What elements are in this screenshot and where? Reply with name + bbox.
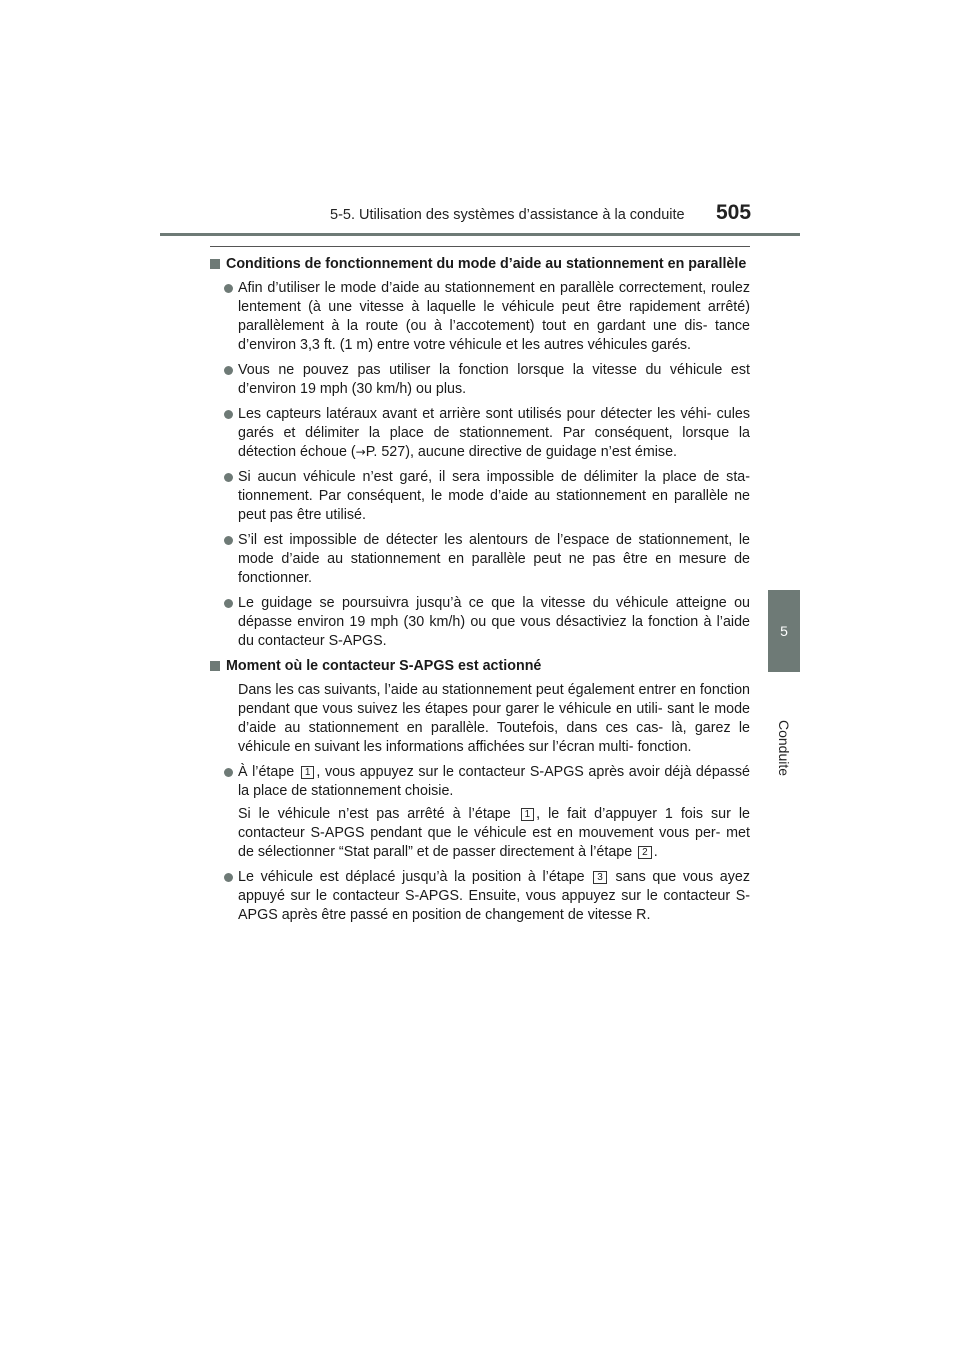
page-body: [210, 255, 750, 931]
step-number-badge: 2: [638, 846, 652, 859]
section-divider: [210, 246, 750, 247]
list-item: [210, 405, 750, 462]
page-number: 505: [716, 201, 752, 224]
note-text: Si le véhicule n’est pas arrêté à l’étape: [238, 806, 511, 822]
list-item-text: Afin d’utiliser le mode d’aide au stationnement en parallèle correctement, roulez lentement (à une vitesse à laquelle le véhicule peut être rapidement arrêté) parallèlement à la route (ou à l’accotement) tout en gardant une dis- tance d’environ 3,3 ft. (1 m) entre votre véhicule et les autres véhicules garés.: [238, 280, 750, 353]
round-bullet-icon: [224, 768, 233, 777]
section-title: 5-5. Utilisation des systèmes d’assistance à la conduite: [330, 207, 685, 223]
list-item: [210, 763, 750, 801]
list-item-text: sans que vous ayez appuyé sur le contacteur S-APGS. Ensuite, vous appuyez sur le contacteur S-APGS après être passé en position de changement de vitesse R.: [238, 869, 750, 923]
chapter-tab-label: [767, 708, 801, 788]
round-bullet-icon: [224, 410, 233, 419]
note-text: .: [653, 844, 658, 860]
list-item-text: Vous ne pouvez pas utiliser la fonction lorsque la vitesse du véhicule est d’environ 19 mph (30 km/h) ou plus.: [238, 362, 750, 397]
round-bullet-icon: [224, 536, 233, 545]
chapter-tab-number: 5: [768, 590, 800, 672]
list-item: [210, 361, 750, 399]
list-item: [210, 531, 750, 588]
heading-text: Conditions de fonctionnement du mode d’aide au stationnement en parallèle: [226, 256, 747, 272]
header-rule: [160, 233, 800, 236]
section-heading-conditions: [210, 255, 750, 274]
square-bullet-icon: [210, 259, 220, 269]
list-item-text: À l’étape: [238, 764, 295, 780]
list-item-text: Si aucun véhicule n’est garé, il sera impossible de délimiter la place de sta- tionnement. Par conséquent, le mode d’aide au stationnement en parallèle ne peut pas être utilisé.: [238, 469, 750, 523]
note-text: , le fait d’appuyer 1 fois sur le contacteur S-APGS pendant que le véhicule est en mouvement vous per- met de sélectionner “Stat parall” et de passer directement à l’étape: [238, 806, 750, 860]
round-bullet-icon: [224, 873, 233, 882]
intro-paragraph: Dans les cas suivants, l’aide au stationnement peut également entrer en fonction pendant que vous suivez les étapes pour garer le véhicule en utili- sant le mode d’aide au stationnement en parallèle. Toutefois, dans ces cas- là, garez le véhicule en suivant les informations affichées sur l’écran multi- fonction.: [238, 682, 750, 755]
list-item: [210, 868, 750, 925]
chapter-label-text: Conduite: [776, 719, 793, 777]
arrow-right-icon: →: [355, 445, 366, 459]
step-number-badge: 1: [301, 766, 315, 779]
round-bullet-icon: [224, 599, 233, 608]
heading-text: Moment où le contacteur S-APGS est actionné: [226, 658, 542, 674]
list-item: [210, 279, 750, 355]
round-bullet-icon: [224, 366, 233, 375]
section-heading-s-apgs: [210, 657, 750, 676]
list-item-text: S’il est impossible de détecter les alentours de l’espace de stationnement, le mode d’aide au stationnement en parallèle peut ne pas être en mesure de fonctionner.: [238, 532, 750, 586]
step-number-badge: 1: [521, 808, 535, 821]
list-item: [210, 468, 750, 525]
list-item-text: P. 527), aucune directive de guidage n’est émise.: [365, 444, 677, 460]
list-item-text: Le véhicule est déplacé jusqu’à la position à l’étape: [238, 869, 585, 885]
square-bullet-icon: [210, 661, 220, 671]
list-item-text: Les capteurs latéraux avant et arrière sont utilisés pour détecter les véhi- cules garés et délimiter la place de stationnement. Par conséquent, lorsque la détection échoue (: [238, 406, 750, 460]
list-item-text: Le guidage se poursuivra jusqu’à ce que la vitesse du véhicule atteigne ou dépasse environ 19 mph (30 km/h) ou que vous désactiviez la fonction à l’aide du contacteur S-APGS.: [238, 595, 750, 649]
round-bullet-icon: [224, 284, 233, 293]
list-item: [210, 594, 750, 651]
round-bullet-icon: [224, 473, 233, 482]
note-paragraph: [210, 805, 750, 862]
step-number-badge: 3: [593, 871, 607, 884]
list-item-text: , vous appuyez sur le contacteur S-APGS après avoir déjà dépassé la place de stationnement choisie.: [238, 764, 750, 799]
